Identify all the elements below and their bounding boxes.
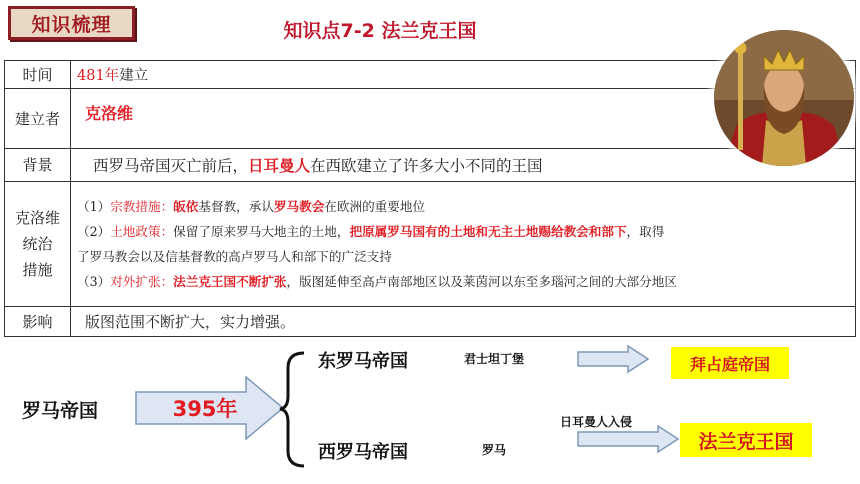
label-time: 时间 bbox=[5, 61, 71, 89]
germanic-invasion-label: 日耳曼人入侵 bbox=[560, 415, 633, 429]
label-measures-line2: 统治 bbox=[22, 235, 53, 253]
founding-year: 481年 bbox=[77, 68, 120, 84]
measure-3-num: （3） bbox=[77, 274, 111, 289]
measure-3-head: 对外扩张： bbox=[110, 274, 174, 289]
label-impact: 影响 bbox=[5, 307, 71, 337]
east-arrow-icon bbox=[578, 346, 648, 372]
measure-2-text-b: ，取得 bbox=[626, 224, 665, 239]
label-measures-line3: 措施 bbox=[22, 261, 53, 279]
byzantine-empire-box: 拜占庭帝国 bbox=[671, 347, 789, 379]
measure-1-text-a: 基督教，承认 bbox=[198, 199, 274, 214]
measure-1-text-b: 在欧洲的重要地位 bbox=[324, 199, 426, 214]
background-highlight: 日耳曼人 bbox=[248, 157, 311, 175]
value-impact: 版图范围不断扩大，实力增强。 bbox=[71, 307, 856, 337]
measure-1-head: 宗教措施： bbox=[110, 199, 174, 214]
label-background: 背景 bbox=[5, 149, 71, 182]
background-after: 在西欧建立了许多大小不同的王国 bbox=[310, 157, 543, 175]
roman-empire-label: 罗马帝国 bbox=[22, 400, 99, 422]
measure-2-num: （2） bbox=[77, 224, 111, 239]
slide-title: 知识点7-2 法兰克王国 bbox=[283, 20, 477, 42]
measure-1-highlight-a: 皈依 bbox=[173, 199, 199, 214]
measure-2-highlight: 把原属罗马国有的土地和无主土地赐给教会和部下 bbox=[349, 224, 627, 239]
eastern-roman-empire-label: 东罗马帝国 bbox=[318, 351, 408, 372]
west-capital-label: 罗马 bbox=[482, 443, 507, 457]
measure-3-highlight: 法兰克王国不断扩张 bbox=[173, 274, 287, 289]
label-measures-line1: 克洛维 bbox=[14, 209, 60, 227]
split-year: 395年 bbox=[172, 397, 238, 421]
section-badge: 知识梳理 bbox=[8, 6, 135, 40]
east-capital-label: 君士坦丁堡 bbox=[464, 352, 525, 366]
measure-3-text: ，版图延伸至高卢南部地区以及莱茵河以东至多瑙河之间的大部分地区 bbox=[286, 274, 677, 289]
frankish-kingdom-box: 法兰克王国 bbox=[680, 423, 812, 457]
label-founder: 建立者 bbox=[5, 89, 71, 149]
measure-land-cont: 了罗马教会以及信基督教的高卢罗马人和部下的广泛支持 bbox=[77, 249, 392, 264]
western-roman-empire-label: 西罗马帝国 bbox=[318, 442, 408, 463]
measure-1-num: （1） bbox=[77, 199, 111, 214]
measure-2-text-a: 保留了原来罗马大地主的土地， bbox=[173, 224, 350, 239]
founder-name: 克洛维 bbox=[85, 104, 134, 123]
measure-1-highlight-b: 罗马教会 bbox=[273, 199, 325, 214]
brace-icon bbox=[280, 353, 304, 466]
founding-suffix: 建立 bbox=[119, 68, 149, 84]
measure-2-head: 土地政策： bbox=[110, 224, 174, 239]
background-before: 西罗马帝国灭亡前后， bbox=[93, 157, 249, 175]
